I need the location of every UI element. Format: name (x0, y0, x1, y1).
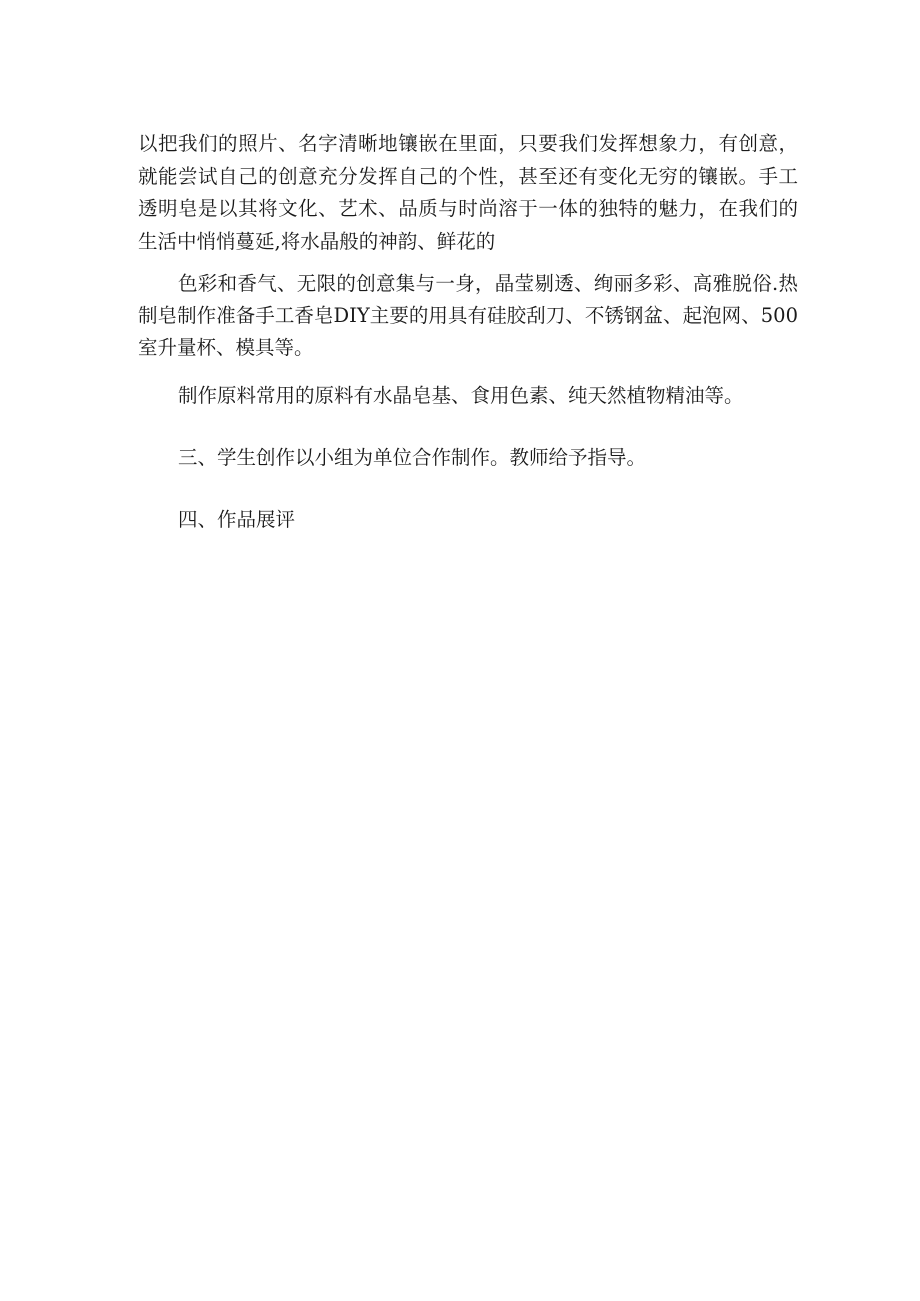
paragraph-student-creation: 三、学生创作以小组为单位合作制作。教师给予指导。 (178, 446, 647, 469)
document-body (138, 128, 798, 536)
paragraph-work-review: 四、作品展评 (178, 508, 296, 531)
paragraph-soap-intro: 以把我们的照片、名字清晰地镶嵌在里面，只要我们发挥想象力，有创意，就能尝试自己的创意充分发挥自己的个性，甚至还有变化无穷的镶嵌。手工透明皂是以其将文化、艺术、品质与时尚溶于一体的独特的魅力，在我们的生活中悄悄蔓延,将水晶般的神韵、鲜花的 (138, 132, 798, 253)
paragraph-materials: 制作原料常用的原料有水晶皂基、食用色素、纯天然植物精油等。 (178, 384, 744, 407)
paragraph-tools: 色彩和香气、无限的创意集与一身，晶莹剔透、绚丽多彩、高雅脱俗.热制皂制作准备手工香皂DIY主要的用具有硅胶刮刀、不锈钢盆、起泡网、500室升量杯、模具等。 (138, 272, 798, 359)
